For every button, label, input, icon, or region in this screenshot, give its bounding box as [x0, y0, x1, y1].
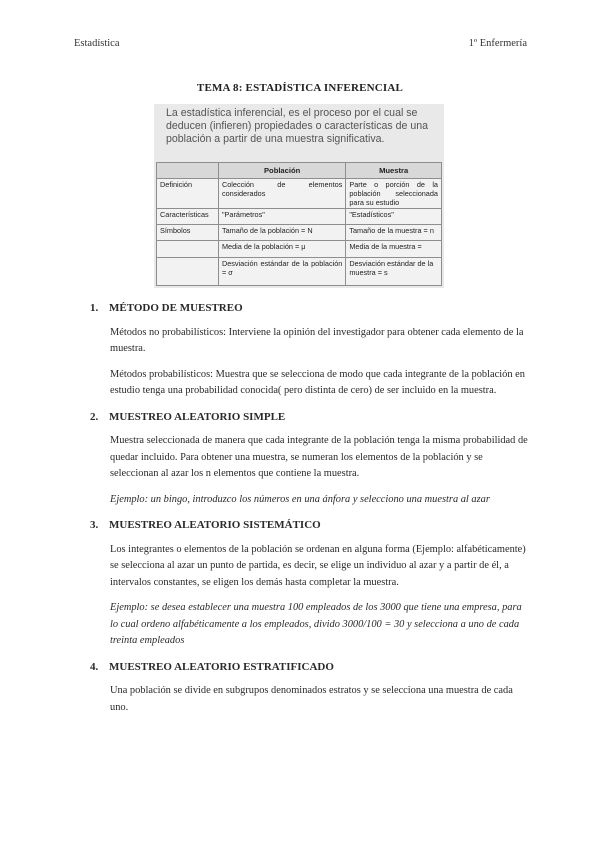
section-number: 3. [90, 519, 99, 531]
population-sample-table [156, 162, 442, 286]
table-row [157, 225, 442, 241]
section-number: 1. [90, 302, 99, 314]
table-row [157, 179, 442, 209]
table-header-cell: Muestra [346, 163, 442, 179]
example-paragraph: Ejemplo: se desea establecer una muestra 100 empleados de los 3000 que tiene una empresa, para lo cual ordeno alfabéticamente a los empleados, divido 3000/100 = 30 y selecciona a uno de cada treinta empleados [110, 602, 522, 646]
table-row [157, 257, 442, 285]
table-cell [157, 241, 219, 257]
section-heading [90, 300, 530, 317]
table-cell: Colección de elementos considerados [218, 179, 345, 209]
document-body [90, 300, 530, 725]
paragraph: Una población se divide en subgrupos denominados estratos y se selecciona una muestra de cada uno. [110, 685, 513, 713]
paragraph: Métodos no probabilísticos: Interviene la opinión del investigador para obtener cada elemento de la muestra. [110, 326, 524, 354]
paragraph: Muestra seleccionada de manera que cada integrante de la población tenga la misma probabilidad de quedar incluido. Para obtener una muestra, se numeran los elementos de la población y se seleccionan al azar los n elementos que contiene la muestra. [110, 435, 528, 479]
header-subject: Estadística [74, 38, 120, 49]
table-header-cell [157, 163, 219, 179]
table-cell: "Estadísticos" [346, 209, 442, 225]
table-cell: Desviación estándar de la muestra = s [346, 257, 442, 285]
table-header-cell: Población [218, 163, 345, 179]
table-cell: Tamaño de la población = N [218, 225, 345, 241]
table-cell: Media de la muestra = [346, 241, 442, 257]
table-row [157, 209, 442, 225]
section-metodo-muestreo [90, 300, 530, 400]
paragraph: Los integrantes o elementos de la población se ordenan en alguna forma (Ejemplo: alfabéticamente) se selecciona al azar un punto de partida, es decir, se elige un individuo al azar y a partir de él, a intervalos constantes, se eligen los demás hasta completar la muestra. [110, 543, 526, 588]
table-header-row [157, 163, 442, 179]
section-muestreo-simple [90, 409, 530, 509]
paragraph: Métodos probabilísticos: Muestra que se selecciona de modo que cada integrante de la población en estudio tenga una probabilidad conocida( pero distinta de cero) de ser incluido en la muestra. [110, 368, 525, 396]
table-row [157, 241, 442, 257]
table-cell: Características [157, 209, 219, 225]
section-title: MUESTREO ALEATORIO ESTRATIFICADO [109, 660, 334, 673]
table-cell: Desviación estándar de la población = σ [218, 257, 345, 285]
table-cell: Parte o porción de la población seleccionada para su estudio [346, 179, 442, 209]
example-paragraph: Ejemplo: un bingo, introduzco los números en una ánfora y selecciono una muestra al azar [110, 493, 490, 505]
section-heading [90, 517, 530, 534]
section-heading [90, 659, 530, 676]
table-cell [157, 257, 219, 285]
table-cell: Tamaño de la muestra = n [346, 225, 442, 241]
section-number: 4. [90, 660, 99, 673]
section-muestreo-sistematico [90, 517, 530, 650]
section-heading [90, 409, 530, 426]
table-cell: "Parámetros" [218, 209, 345, 225]
page-title: TEMA 8: ESTADÍSTICA INFERENCIAL [196, 82, 404, 94]
section-title: MUESTREO ALEATORIO SISTEMÁTICO [109, 519, 321, 531]
table-cell: Media de la población = μ [218, 241, 345, 257]
figure-intro-text: La estadística inferencial, es el proceso por el cual se deducen (infieren) propiedades o características de una población a partir de una muestra significativa. [166, 107, 429, 145]
section-title: MUESTREO ALEATORIO SIMPLE [109, 410, 286, 423]
header-course: 1º Enfermería [468, 38, 527, 49]
table-cell: Símbolos [157, 225, 219, 241]
section-number: 2. [90, 410, 99, 423]
embedded-figure [154, 104, 444, 288]
section-muestreo-estratificado [90, 659, 530, 717]
section-title: MÉTODO DE MUESTREO [109, 302, 243, 314]
table-cell: Definición [157, 179, 219, 209]
